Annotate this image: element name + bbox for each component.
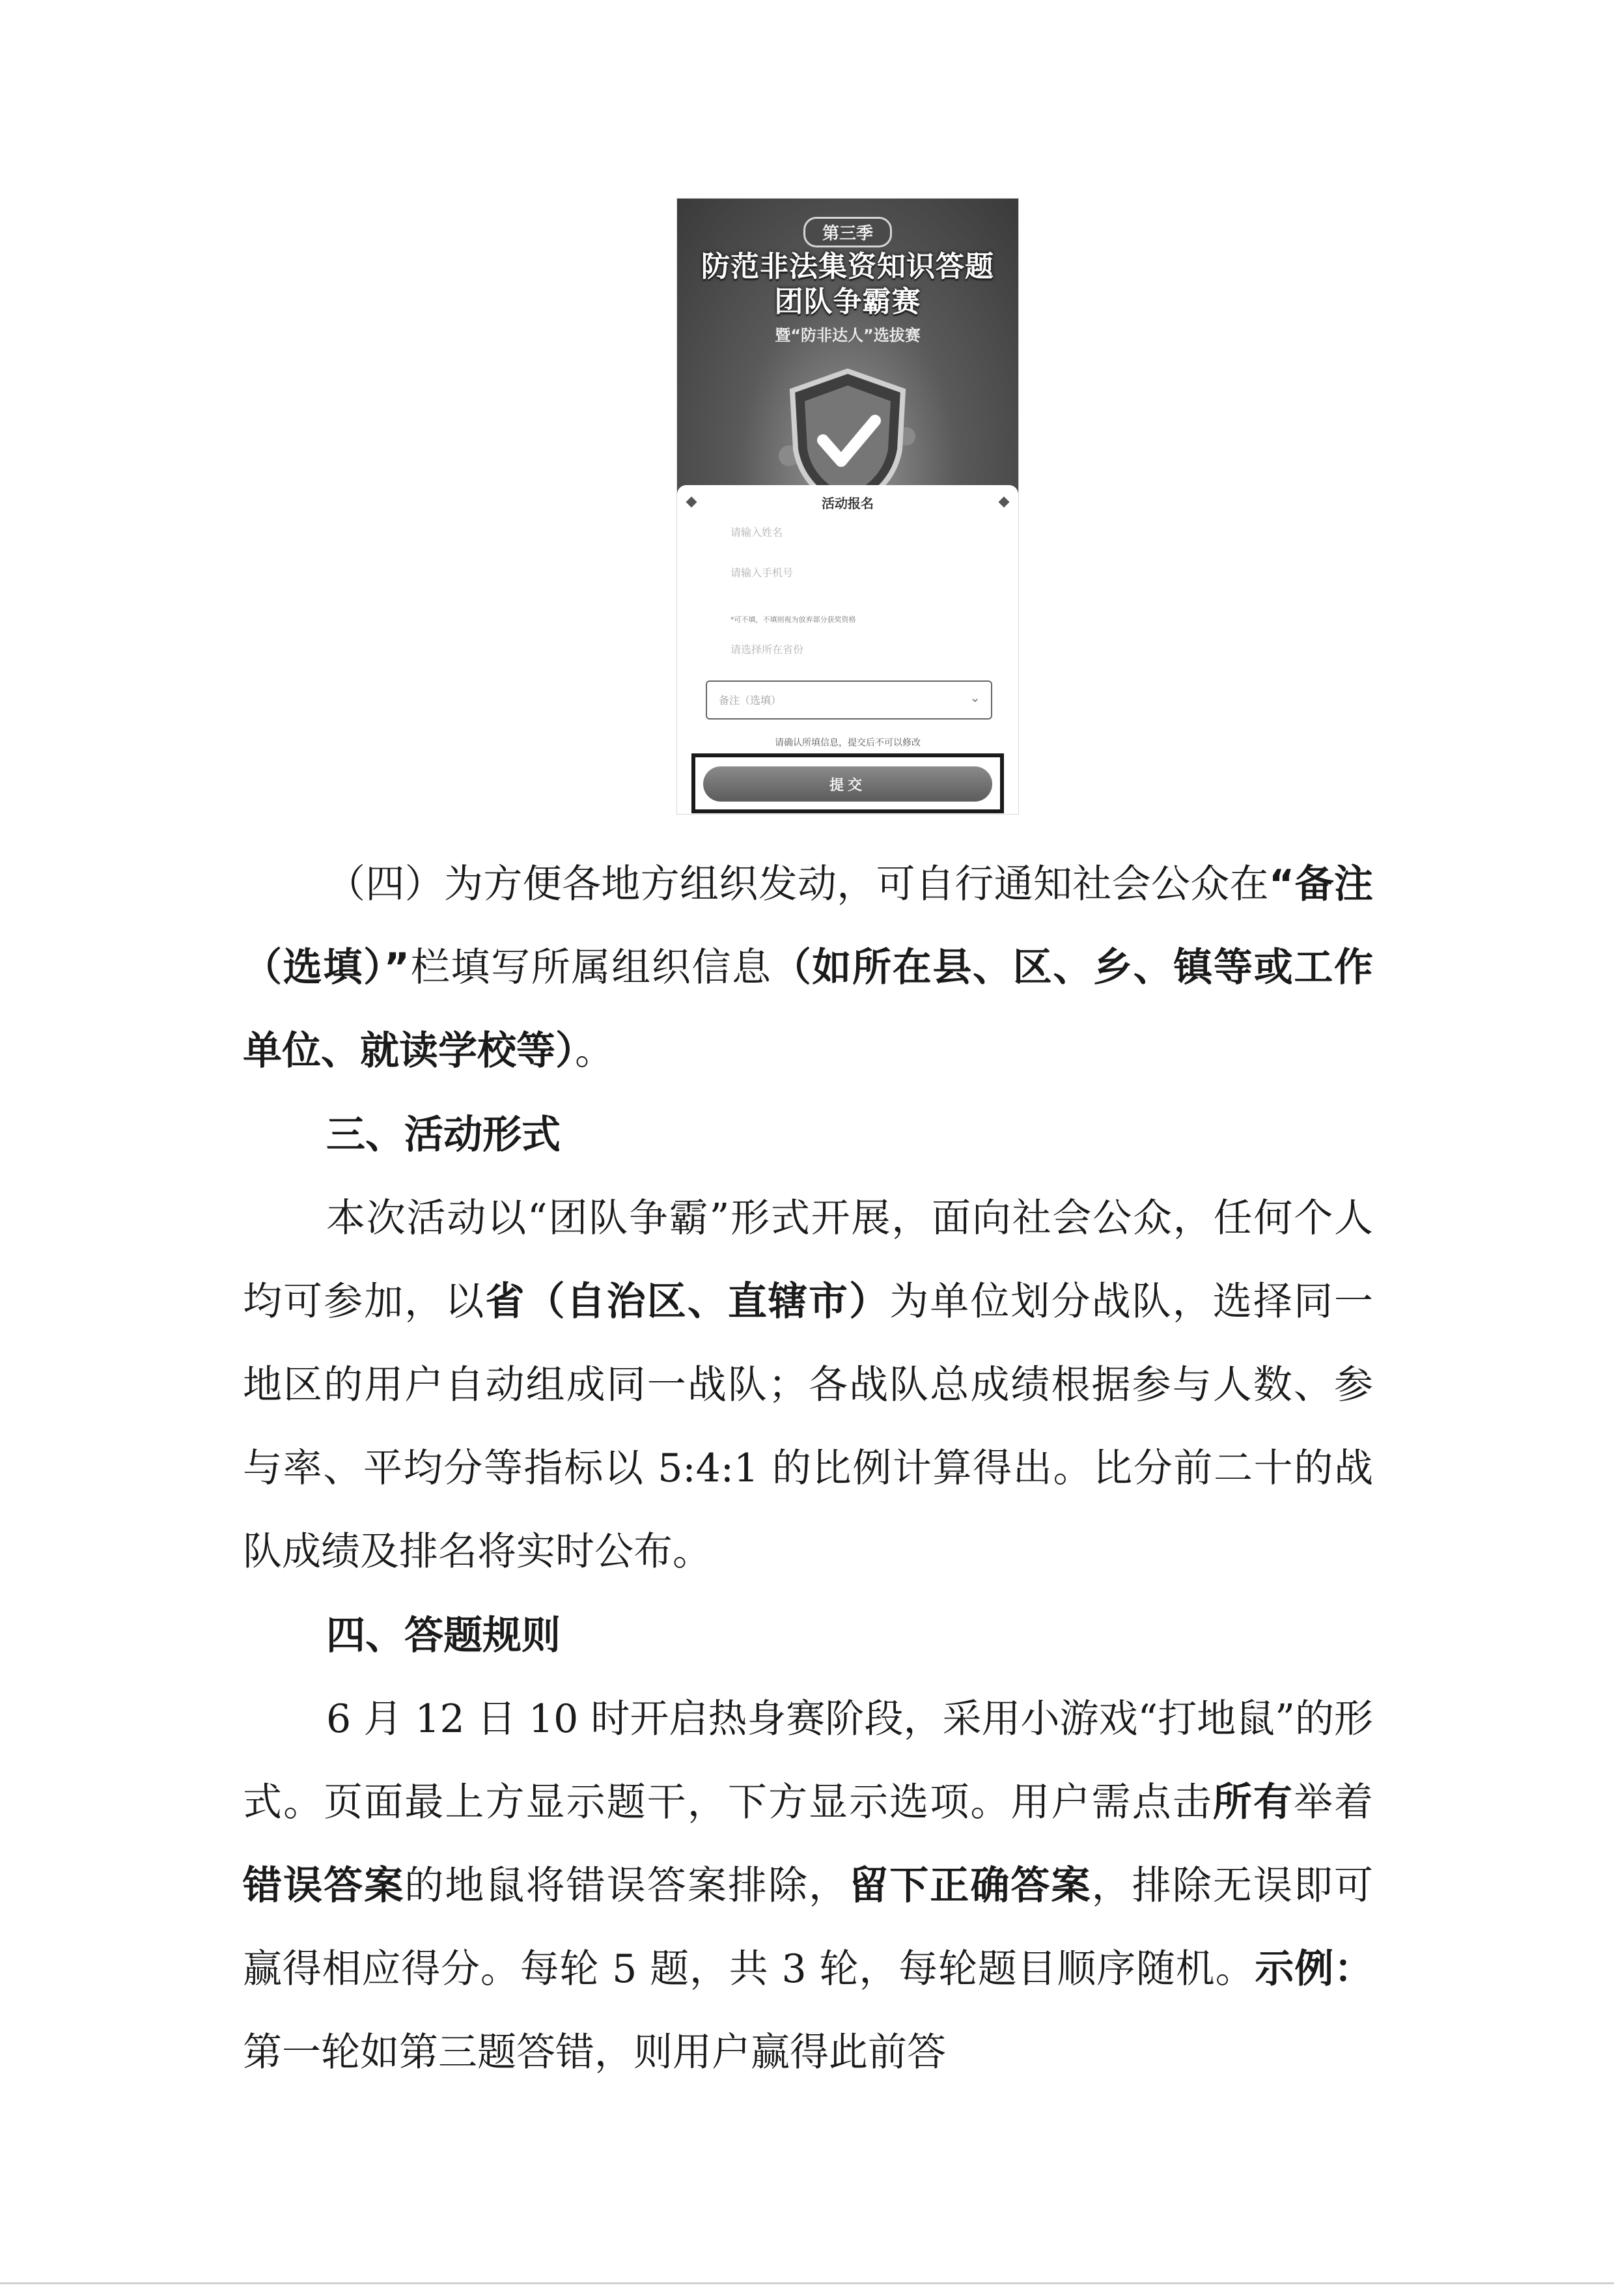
banner-title <box>677 249 1018 320</box>
chevron-down-icon: ⌄ <box>969 690 981 705</box>
banner-title-line1: 防范非法集资知识答题 <box>701 250 994 283</box>
banner-title-line2: 团队争霸赛 <box>774 285 921 318</box>
signup-form <box>677 485 1018 814</box>
submit-button[interactable]: 提交 <box>703 766 992 802</box>
confirm-note: 请确认所填信息，提交后不可以修改 <box>775 738 921 748</box>
form-title: 活动报名 <box>822 496 874 511</box>
banner-subtitle: 暨“防非达人”选拔赛 <box>775 326 921 344</box>
scan-edge-line <box>0 2282 1614 2284</box>
paragraph-activity-format: 本次活动以“团队争霸”形式开展，面向社会公众，任何个人均可参加，以省（自治区、直辖市）为单位划分战队，选择同一地区的用户自动组成同一战队；各战队总成绩根据参与人数、参与率、平均分等指标以 5:4:1 的比例计算得出。比分前二十的战队成绩及排名将实时公布。 <box>243 1196 1374 1575</box>
heading-activity-format: 三、活动形式 <box>326 1112 561 1158</box>
province-select[interactable]: 请选择所在省份 <box>730 643 804 656</box>
paragraph-4: （四）为方便各地方组织发动，可自行通知社会公众在“备注（选填）”栏填写所属组织信息（如所在县、区、乡、镇等或工作单位、就读学校等）。 <box>243 861 1374 1074</box>
submit-highlight <box>691 753 1004 813</box>
phone-input[interactable]: 请输入手机号 <box>730 567 794 579</box>
remark-placeholder: 备注（选填） <box>719 694 782 707</box>
heading-answer-rules: 四、答题规则 <box>326 1613 561 1659</box>
remark-select[interactable] <box>706 680 992 720</box>
season-badge: 第三季 <box>803 217 892 247</box>
name-input[interactable]: 请输入姓名 <box>730 526 783 539</box>
phone-hint: *可不填，不填则视为放弃部分获奖资格 <box>730 615 856 624</box>
signup-screenshot <box>677 199 1018 814</box>
paragraph-answer-rules: 6 月 12 日 10 时开启热身赛阶段，采用小游戏“打地鼠”的形式。页面最上方显示题干，下方显示选项。用户需点击所有举着错误答案的地鼠将错误答案排除，留下正确答案，排除无误即可赢得相应得分。每轮 5 题，共 3 轮，每轮题目顺序随机。示例：第一轮如第三题答错，则用户赢得此前答 <box>243 1696 1374 2075</box>
